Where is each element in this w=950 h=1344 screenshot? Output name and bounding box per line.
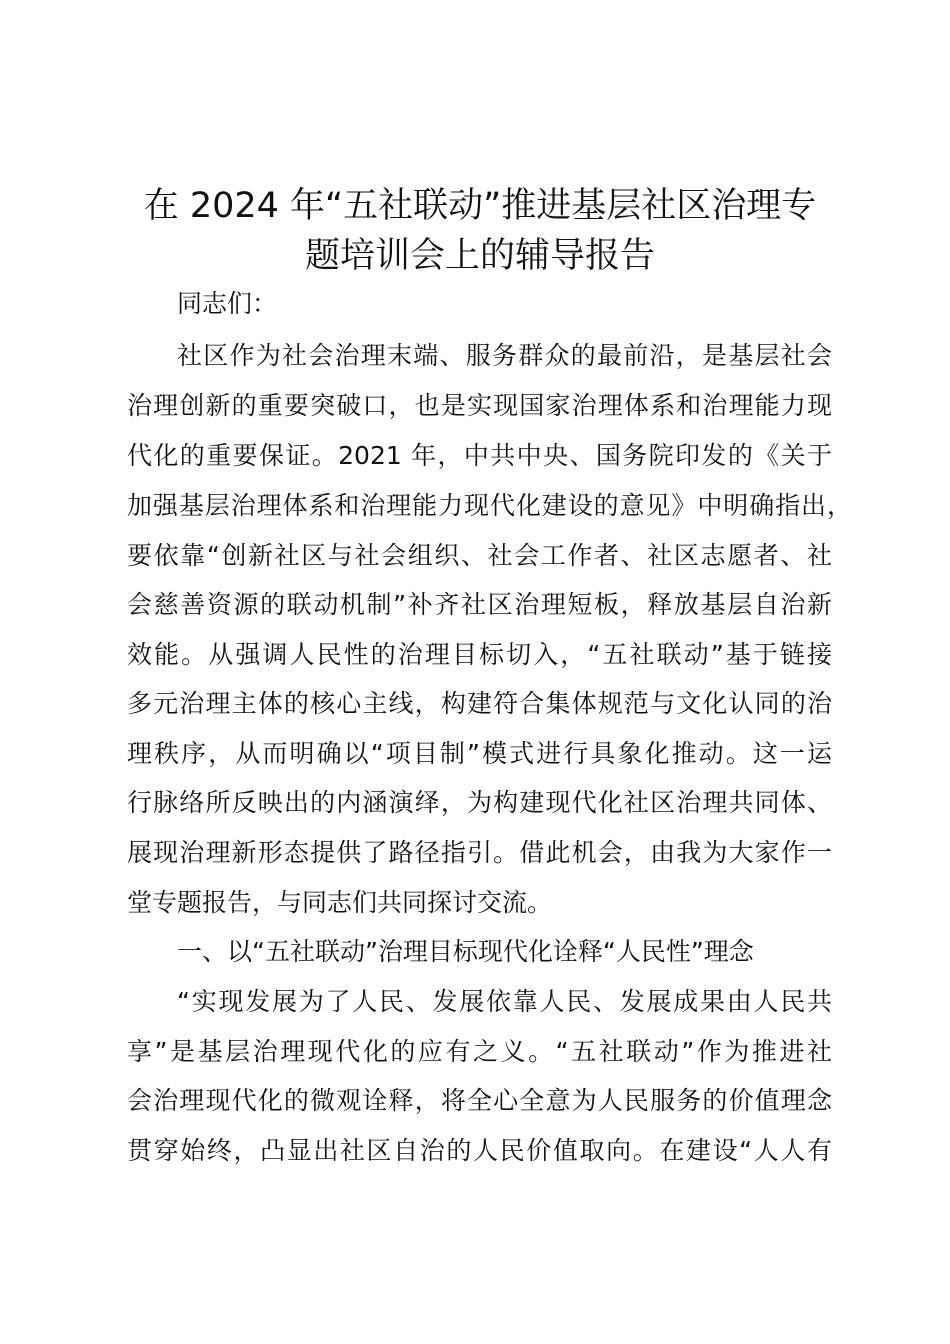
paragraph-1-line: 治理创新的重要突破口，也是实现国家治理体系和治理能力现 [127,391,832,420]
paragraph-2-line: 贯穿始终，凸显出社区自治的人民价值取向。在建设“人人有 [127,1136,832,1165]
paragraph-1-line: 会慈善资源的联动机制”补齐社区治理短板，释放基层自治新 [127,590,832,619]
paragraph-1-line: 理秩序，从而明确以“项目制”模式进行具象化推动。这一运 [127,739,832,768]
document-title-line-2: 题培训会上的辅导报告 [304,236,655,276]
paragraph-1-line: 多元治理主体的核心主线，构建符合集体规范与文化认同的治 [127,689,832,718]
section-heading-1: 一、以“五社联动”治理目标现代化诠释“人民性”理念 [177,937,754,966]
paragraph-1-line: 要依靠“创新社区与社会组织、社会工作者、社区志愿者、社 [127,541,832,570]
paragraph-1-line: 社区作为社会治理末端、服务群众的最前沿，是基层社会 [177,341,832,370]
paragraph-1-line: 加强基层治理体系和治理能力现代化建设的意见》中明确指出， [127,491,852,520]
paragraph-1-line: 代化的重要保证。2021 年，中共中央、国务院印发的《关于 [127,441,832,470]
paragraph-2-line: 享”是基层治理现代化的应有之义。“五社联动”作为推进社 [127,1037,832,1066]
paragraph-1-line: 堂专题报告，与同志们共同探讨交流。 [127,888,553,917]
paragraph-2-line: 会治理现代化的微观诠释，将全心全意为人民服务的价值理念 [127,1086,832,1115]
paragraph-1-line: 行脉络所反映出的内涵演绎，为构建现代化社区治理共同体、 [127,788,832,817]
salutation: 同志们： [177,289,278,318]
paragraph-1-line: 效能。从强调人民性的治理目标切入，“五社联动”基于链接 [127,640,832,669]
paragraph-2-line: “实现发展为了人民、发展依靠人民、发展成果由人民共 [177,987,832,1016]
paragraph-1-line: 展现治理新形态提供了路径指引。借此机会，由我为大家作一 [127,838,832,867]
document-title-line-1: 在 2024 年“五社联动”推进基层社区治理专 [143,186,817,226]
